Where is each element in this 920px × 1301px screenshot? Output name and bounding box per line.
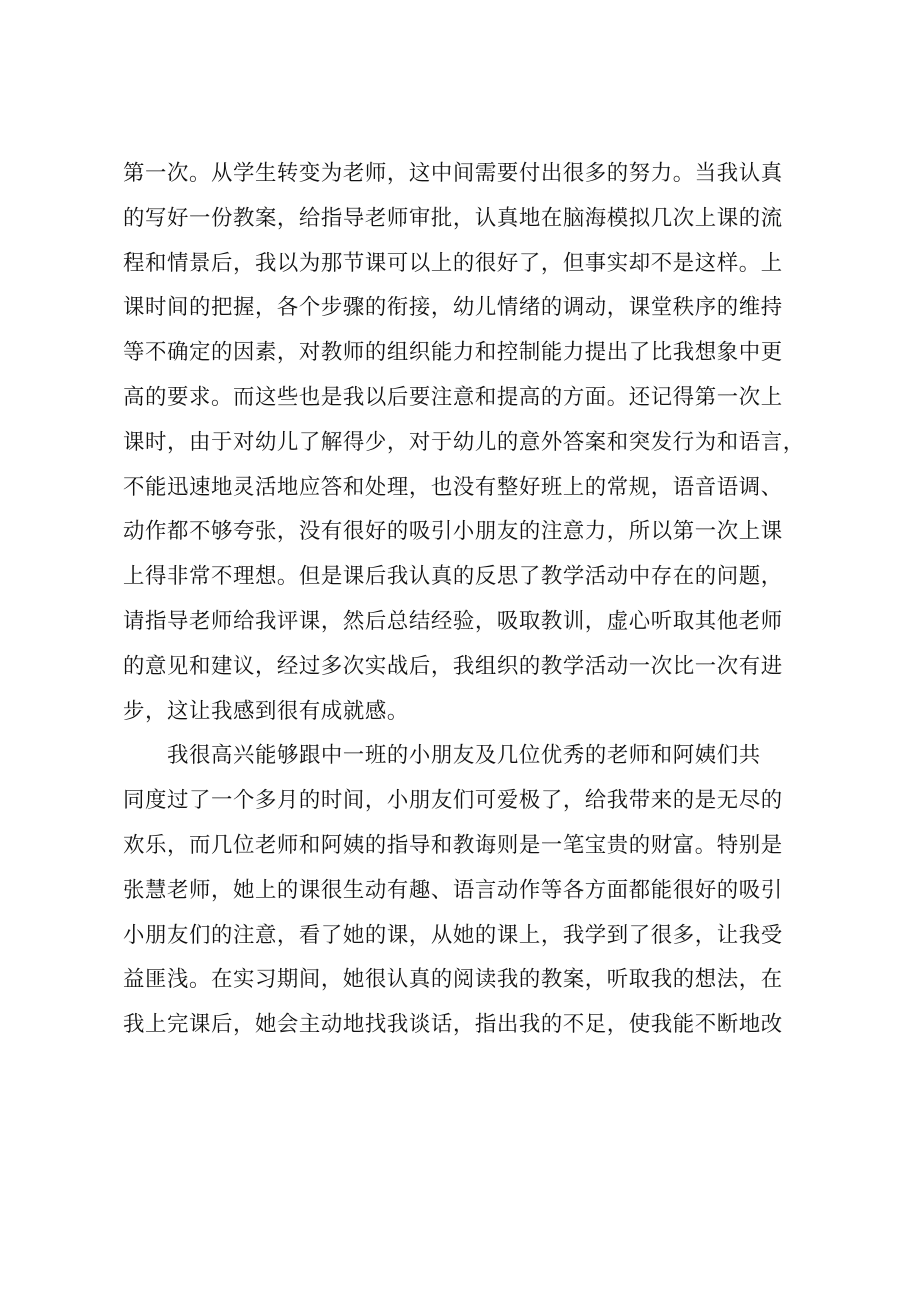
text-line: 课时，由于对幼儿了解得少，对于幼儿的意外答案和突发行为和语言， [123,429,805,455]
text-line: 上得非常不理想。但是课后我认真的反思了教学活动中存在的问题， [123,564,783,590]
paragraph-2 [123,734,823,1048]
paragraph-1 [123,152,823,734]
text-line: 张慧老师，她上的课很生动有趣、语言动作等各方面都能很好的吸引 [123,877,783,903]
text-line: 小朋友们的注意，看了她的课，从她的课上，我学到了很多，让我受 [123,922,783,948]
text-line: 步，这让我感到很有成就感。 [123,698,409,724]
text-line: 不能迅速地灵活地应答和处理，也没有整好班上的常规，语音语调、 [123,474,783,500]
body-text [123,152,823,1048]
text-line: 我很高兴能够跟中一班的小朋友及几位优秀的老师和阿姨们共 [167,743,761,769]
text-line: 第一次。从学生转变为老师，这中间需要付出很多的努力。当我认真 [123,161,783,186]
text-line: 请指导老师给我评课，然后总结经验，吸取教训，虚心听取其他老师 [123,608,783,634]
text-line: 同度过了一个多月的时间，小朋友们可爱极了，给我带来的是无尽的 [123,788,783,814]
text-line: 益匪浅。在实习期间，她很认真的阅读我的教案，听取我的想法，在 [123,967,783,993]
text-line: 等不确定的因素，对教师的组织能力和控制能力提出了比我想象中更 [123,340,783,366]
text-line: 课时间的把握，各个步骤的衔接，幼儿情绪的调动，课堂秩序的维持 [123,295,783,321]
text-line: 程和情景后，我以为那节课可以上的很好了，但事实却不是这样。上 [123,250,783,276]
text-line: 欢乐，而几位老师和阿姨的指导和教诲则是一笔宝贵的财富。特别是 [123,832,783,858]
text-line: 高的要求。而这些也是我以后要注意和提高的方面。还记得第一次上 [123,384,783,410]
text-line: 动作都不够夸张，没有很好的吸引小朋友的注意力，所以第一次上课 [123,519,783,545]
text-line: 我上完课后，她会主动地找我谈话，指出我的不足，使我能不断地改 [123,1012,783,1038]
text-line: 的写好一份教案，给指导老师审批，认真地在脑海模拟几次上课的流 [123,205,783,231]
text-line: 的意见和建议，经过多次实战后，我组织的教学活动一次比一次有进 [123,653,783,679]
